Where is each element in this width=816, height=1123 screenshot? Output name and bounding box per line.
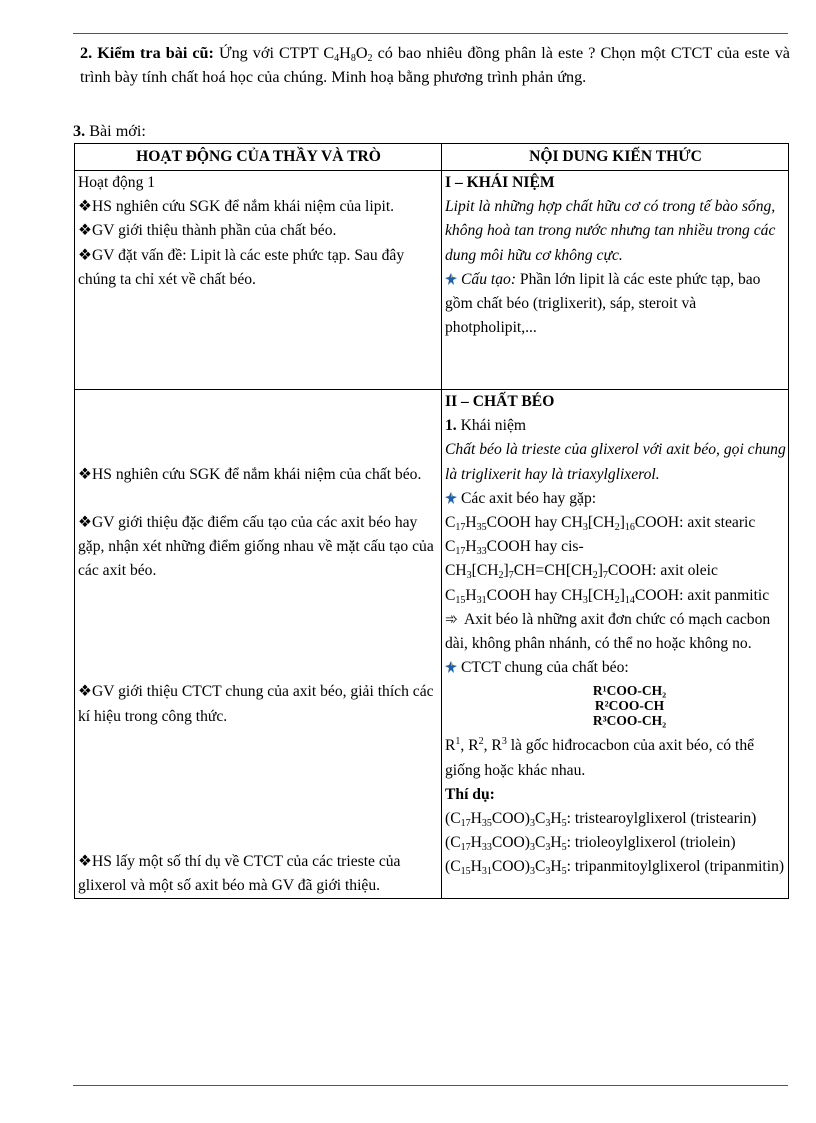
acid-name: : axit stearic: [679, 514, 756, 532]
acid-name: : axit panmitic: [679, 586, 770, 604]
list-item-text: GV giới thiệu thành phần của chất béo.: [92, 222, 337, 240]
subheading: [445, 414, 786, 438]
content-heading: II – CHẤT BÉO: [445, 393, 555, 410]
list-item-text: HS nghiên cứu SGK để nắm khái niệm của chất béo.: [92, 465, 422, 483]
note-text: Axit béo là những axit đơn chức có mạch cacbon dài, không phân nhánh, có thể no hoặc không no.: [445, 610, 771, 653]
activity-title: Hoạt động 1: [78, 174, 156, 191]
homework-text: Ứng với CTPT C: [213, 44, 335, 62]
hand-pointer-icon: [445, 273, 457, 285]
list-item: [78, 219, 439, 243]
header-activities: HOẠT ĐỘNG CỦA THẦY VÀ TRÒ: [75, 144, 442, 171]
diamond-bullet-icon: ❖: [78, 198, 92, 216]
formula-line: R¹COO-CH₂: [592, 683, 667, 699]
content-cell: [442, 171, 789, 390]
general-label: CTCT chung của chất béo:: [461, 659, 629, 677]
hand-pointer-icon: [445, 661, 457, 673]
note-text: là gốc hiđrocacbon của axit béo, có thể giống hoặc khác nhau.: [445, 737, 755, 779]
triglyceride-formula: [445, 680, 786, 734]
list-item-text: GV giới thiệu CTCT chung của axit béo, giải thích các kí hiệu trong công thức.: [78, 683, 434, 725]
diamond-bullet-icon: ❖: [78, 246, 92, 264]
homework-text: H: [339, 44, 351, 62]
example-name: : tripanmitoylglixerol (tripanmitin): [566, 858, 785, 876]
activity-cell: [75, 390, 442, 899]
acid-name: : axit oleic: [652, 562, 718, 580]
homework-question: [68, 42, 790, 89]
homework-heading: 2. Kiểm tra bài cũ:: [80, 44, 214, 62]
content-cell: [442, 390, 789, 899]
content-heading: I – KHÁI NIỆM: [445, 174, 555, 191]
list-item: [78, 511, 439, 584]
arrow-icon: ➾: [445, 610, 459, 628]
diamond-bullet-icon: ❖: [78, 465, 92, 483]
formula-line: R²COO-CH: [594, 698, 665, 714]
diamond-bullet-icon: ❖: [78, 852, 92, 870]
section-title: [73, 120, 146, 142]
example-name: : tristearoylglixerol (tristearin): [566, 810, 757, 828]
homework-text: O: [355, 44, 368, 62]
structure-text: Phần lớn lipit là các este phức tạp, bao gồm chất béo (triglixerit), sáp, steroit và photpholipit,...: [445, 270, 761, 337]
acid-stearic: $C_{17}H_{35}COOH$ hay $CH_3[CH_2]_{16}COOH$: axit stearic: [445, 514, 756, 534]
acids-label: Các axit béo hay gặp:: [461, 489, 597, 507]
list-item: [78, 850, 439, 898]
table-row: [75, 171, 789, 390]
acid-panmitic: $C_{15}H_{31}COOH$ hay $CH_3[CH_2]_{14}COOH$: axit panmitic: [445, 586, 770, 606]
acid-oleic: $C_{17}H_{33}COOH$ hay cis- $CH_3[CH_2]_7CH=CH[CH_2]_7COOH$: axit oleic: [445, 538, 718, 582]
subscript: 4: [334, 53, 340, 64]
diamond-bullet-icon: ❖: [78, 513, 92, 531]
section-number: 3.: [73, 122, 86, 140]
diamond-bullet-icon: ❖: [78, 222, 92, 240]
structure-line: [445, 268, 786, 341]
fatty-acid-note: [445, 608, 786, 656]
diamond-bullet-icon: ❖: [78, 683, 92, 701]
example-triolein: $(C_{17}H_{33}COO)_3C_3H_5$: trioleoylglixerol (triolein): [445, 834, 736, 854]
list-item-text: GV giới thiệu đặc điểm cấu tạo của các axit béo hay gặp, nhận xét những điểm giống nhau về mặt cấu tạo của các axit béo.: [78, 513, 434, 580]
example-tripanmitin: $(C_{15}H_{31}COO)_3C_3H_5$: tripanmitoylglixerol (tripanmitin): [445, 858, 785, 878]
bottom-rule: [73, 1085, 788, 1086]
acids-line: [445, 487, 786, 511]
top-rule: [73, 33, 788, 34]
subheading-number: 1.: [445, 417, 457, 435]
subscript: 2: [367, 53, 373, 64]
homework-text: có bao nhiêu đồng phân là este ? Chọn một CTCT của este và trình bày tính chất hoá học của chúng. Minh hoạ bằng phương trình phản ứng.: [80, 44, 790, 86]
example-label: Thí dụ:: [445, 785, 495, 803]
header-content: NỘI DUNG KIẾN THỨC: [442, 144, 789, 171]
definition-text: Chất béo là trieste của glixerol với axit béo, gọi chung là triglixerit hay là triaxylglixerol.: [445, 441, 786, 483]
lesson-table: [74, 143, 789, 899]
hand-pointer-icon: [445, 492, 457, 504]
list-item: [78, 244, 439, 292]
table-header-row: [75, 144, 789, 171]
section-label: Bài mới:: [85, 122, 146, 140]
list-item-text: HS lấy một số thí dụ về CTCT của các trieste của glixerol và một số axit béo mà GV đã giới thiệu.: [78, 852, 401, 894]
table-row: [75, 390, 789, 899]
definition-text: Lipit là những hợp chất hữu cơ có trong tế bào sống, không hoà tan trong nước nhưng tan nhiều trong các dung môi hữu cơ không cực.: [445, 198, 776, 264]
subheading-label: Khái niệm: [456, 417, 526, 435]
structure-label: Cấu tạo:: [461, 270, 517, 288]
list-item-text: HS nghiên cứu SGK để nắm khái niệm của lipit.: [92, 198, 395, 216]
r-groups-note: $R^1$, $R^2$, $R^3$ là gốc hiđrocacbon của axit béo, có thể giống hoặc khác nhau.: [445, 736, 755, 779]
example-tristearin: $(C_{17}H_{35}COO)_3C_3H_5$: tristearoylglixerol (tristearin): [445, 810, 757, 830]
example-name: : trioleoylglixerol (triolein): [566, 834, 736, 852]
formula-line: R³COO-CH₂: [592, 713, 667, 729]
list-item-text: GV đặt vấn đề: Lipit là các este phức tạp. Sau đây chúng ta chỉ xét về chất béo.: [78, 246, 405, 288]
activity-cell: [75, 171, 442, 390]
list-item: [78, 195, 439, 219]
list-item: [78, 680, 439, 728]
subscript: 8: [350, 53, 356, 64]
list-item: [78, 463, 439, 487]
general-formula-line: [445, 656, 786, 680]
